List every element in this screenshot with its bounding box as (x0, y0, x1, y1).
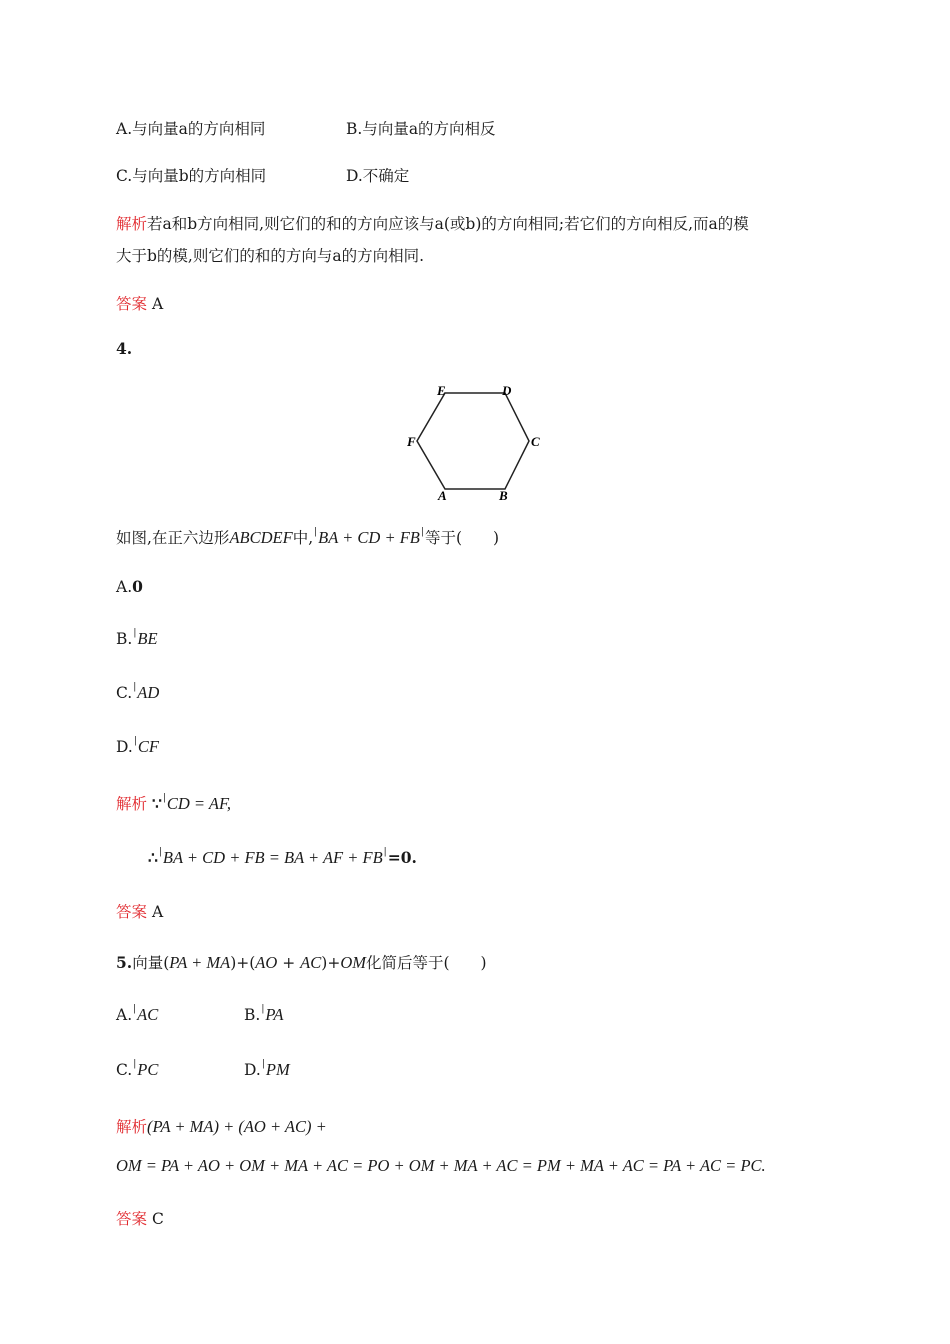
vector-arrow-icon: | (133, 1059, 137, 1069)
q3-option-a: A.与向量a的方向相同 (116, 120, 266, 138)
answer-label: 答案 (116, 295, 148, 313)
vertex-label-a: A (438, 488, 447, 503)
option-label: D. (116, 738, 133, 756)
q4-explanation (116, 792, 231, 814)
explain-expression: OM = PA + AO + OM + MA + AC = PO + OM + MA + AC = PM + MA + AC = PA + AC = PC. (116, 1156, 766, 1175)
stem-expression-4: OM (340, 953, 366, 972)
q5-option-a (116, 1005, 158, 1025)
q3-option-c: C.与向量b的方向相同 (116, 167, 267, 185)
option-value: PC (137, 1060, 159, 1079)
option-value: 0 (132, 577, 143, 596)
stem-expression-2: AO (255, 953, 278, 972)
stem-mid: 中, (292, 529, 314, 547)
stem-expression-1: PA + MA (169, 953, 231, 972)
answer-value: C (151, 1210, 164, 1228)
stem-end: 等于( ) (424, 529, 500, 547)
option-label: C. (116, 1061, 133, 1079)
q4-number: 4. (116, 339, 133, 358)
stem-mid: )+( (230, 954, 256, 972)
q4-option-c (116, 683, 159, 703)
option-value: PM (265, 1060, 290, 1079)
answer-value: A (151, 903, 164, 921)
vertex-label-c: C (531, 434, 540, 449)
option-value: BE (137, 629, 158, 648)
q4-stem (116, 526, 499, 548)
q3-explanation (116, 212, 749, 234)
vector-arrow-icon: | (133, 628, 137, 638)
option-label: A. (116, 1006, 133, 1024)
option-value: PA (265, 1005, 284, 1024)
q4-answer (116, 900, 163, 922)
q4-explanation-cont (148, 848, 417, 868)
vector-arrow-icon: | (133, 682, 137, 692)
q5-number: 5. (116, 953, 133, 972)
explain-expression: BA + CD + FB = BA + AF + FB (162, 848, 383, 867)
vector-arrow-icon: | (158, 847, 162, 857)
vector-arrow-icon: | (420, 527, 424, 537)
stem-expression: BA + CD + FB (318, 528, 420, 547)
stem-close: )+ (321, 954, 341, 972)
answer-label: 答案 (116, 903, 148, 921)
q3-explanation-cont: 大于b的模,则它们的和的方向与a的方向相同. (116, 247, 425, 265)
q3-option-b: B.与向量a的方向相反 (346, 120, 496, 138)
explain-label: 解析 (116, 1118, 148, 1136)
q5-option-c (116, 1060, 158, 1080)
option-label: B. (116, 630, 133, 648)
vector-arrow-icon: | (133, 736, 137, 746)
vector-arrow-icon: | (314, 527, 318, 537)
vector-arrow-icon: | (261, 1059, 265, 1069)
option-label: D. (244, 1061, 261, 1079)
vector-arrow-icon: | (133, 1004, 137, 1014)
q3-option-d: D.不确定 (346, 167, 410, 185)
explain-expression: CD = AF, (166, 794, 232, 813)
option-label: A. (116, 578, 133, 596)
stem-hexagon-name: ABCDEF (229, 528, 293, 547)
q5-option-b (244, 1005, 283, 1025)
stem-expression-3: AC (300, 953, 322, 972)
stem-text: 如图,在正六边形 (116, 529, 230, 547)
hexagon-figure (405, 383, 545, 503)
q5-explanation-cont (116, 1156, 766, 1176)
vector-arrow-icon: | (162, 793, 166, 803)
q3-answer (116, 292, 163, 314)
explain-expression: (PA + MA) + (AO + AC) + (147, 1117, 327, 1136)
q4-option-a (116, 577, 143, 596)
option-value: AD (137, 683, 160, 702)
option-value: CF (137, 737, 159, 756)
option-label: B. (244, 1006, 261, 1024)
vertex-label-e: E (437, 383, 446, 398)
q5-stem (116, 951, 487, 973)
stem-end: 化简后等于( ) (365, 954, 487, 972)
q5-option-d (244, 1060, 290, 1080)
therefore-icon: ∴ (148, 848, 158, 867)
answer-label: 答案 (116, 1210, 148, 1228)
answer-value: A (151, 295, 164, 313)
because-icon: ∵ (151, 794, 162, 813)
explain-label: 解析 (116, 215, 148, 233)
option-value: AC (137, 1005, 159, 1024)
q5-answer (116, 1207, 164, 1229)
stem-start: 向量( (132, 954, 170, 972)
option-label: C. (116, 684, 133, 702)
explain-text: 若a和b方向相同,则它们的和的方向应该与a(或b)的方向相同;若它们的方向相反,而a的模 (147, 215, 749, 233)
q5-explanation (116, 1115, 327, 1137)
vector-arrow-icon: | (383, 847, 387, 857)
stem-plus: + (282, 954, 296, 972)
vector-arrow-icon: | (261, 1004, 265, 1014)
q4-option-d (116, 737, 159, 757)
vertex-label-d: D (502, 383, 512, 398)
vertex-label-b: B (499, 488, 508, 503)
q4-option-b (116, 629, 158, 649)
hexagon-shape (417, 393, 529, 489)
vertex-label-f: F (407, 434, 416, 449)
explain-result: =0. (387, 848, 417, 867)
explain-label: 解析 (116, 795, 148, 813)
